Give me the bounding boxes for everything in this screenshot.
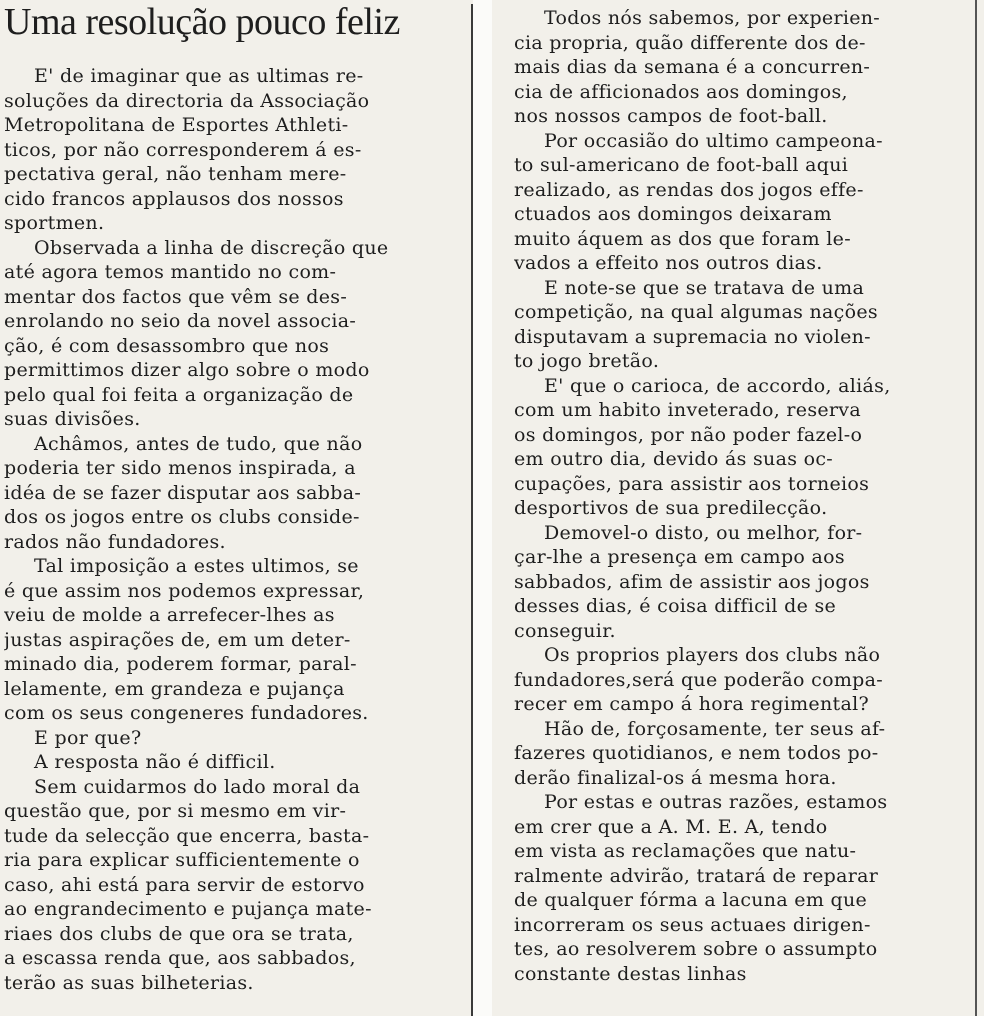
text-line: Achâmos, antes de tudo, que não <box>34 432 363 455</box>
text-line: E note-se que se tratava de uma <box>544 276 865 299</box>
text-line: minado dia, poderem formar, paral- <box>4 653 357 675</box>
text-line: cupações, para assistir aos torneios <box>514 472 870 495</box>
text-line: caso, ahi está para servir de estorvo <box>4 873 365 896</box>
text-line: E' de imaginar que as ultimas re- <box>34 65 364 87</box>
left-column-text <box>4 64 462 995</box>
text-line: A resposta não é difficil. <box>34 751 276 773</box>
text-line: rados não fundadores. <box>4 530 226 553</box>
text-line: é que assim nos podemos expressar, <box>4 579 365 602</box>
text-line: dos os jogos entre os clubs conside- <box>4 506 360 528</box>
text-line: com os seus congeneres fundadores. <box>4 702 369 724</box>
text-line: tude da selecção que encerra, basta- <box>4 824 370 847</box>
text-line: fundadores,será que poderão compa- <box>514 668 883 691</box>
text-line: to jogo bretão. <box>514 350 660 372</box>
text-line: ao engrandecimento e pujança mate- <box>4 898 372 920</box>
text-line: permittimos dizer algo sobre o modo <box>4 359 370 381</box>
text-line: Metropolitana de Esportes Athleti- <box>4 114 349 136</box>
text-line: idéa de se fazer disputar aos sabba- <box>4 481 362 504</box>
text-line: derão finalizal-os á mesma hora. <box>514 766 837 789</box>
text-line: lelamente, em grandeza e pujança <box>4 677 345 700</box>
text-line: ção, é com desassombro que nos <box>4 334 330 357</box>
text-line: constante destas linhas <box>514 962 747 985</box>
text-line: ria para explicar sufficientemente o <box>4 849 360 871</box>
text-line: recer em campo á hora regimental? <box>514 693 869 715</box>
text-line: em crer que a A. M. E. A, tendo <box>514 815 828 838</box>
column-gutter <box>473 0 492 1016</box>
text-line: fazeres quotidianos, e nem todos po- <box>514 742 879 764</box>
text-line: mentar dos factos que vêm se des- <box>4 285 348 308</box>
text-line: realizado, as rendas dos jogos effe- <box>514 178 864 201</box>
text-line: disputavam a supremacia no violen- <box>514 325 871 348</box>
text-line: questão que, por si mesmo em vir- <box>4 800 347 822</box>
text-line: pectativa geral, não tenham mere- <box>4 163 347 185</box>
text-line: muito áquem as dos que foram le- <box>514 227 851 250</box>
text-line: ctuados aos domingos deixaram <box>514 203 832 225</box>
text-line: cia propria, quão differente dos de- <box>514 31 866 54</box>
text-line: mais dias da semana é a concurren- <box>514 56 871 78</box>
text-line: cido francos applausos dos nossos <box>4 187 344 210</box>
text-line: sportmen. <box>4 212 105 234</box>
text-line: sabbados, afim de assistir aos jogos <box>514 570 870 593</box>
right-column <box>492 0 984 1016</box>
text-line: competição, na qual algumas nações <box>514 301 878 323</box>
text-line: veiu de molde a arrefecer-lhes as <box>4 604 335 626</box>
text-line: Por occasião do ultimo campeona- <box>544 129 883 152</box>
text-line: Os proprios players dos clubs não <box>544 644 881 666</box>
text-line: Hão de, forçosamente, ter seus af- <box>544 717 886 740</box>
text-line: E' que o carioca, de accordo, aliás, <box>544 374 891 397</box>
column-rule <box>471 4 473 1016</box>
text-line: Por estas e outras razões, estamos <box>544 791 888 813</box>
text-line: E por que? <box>34 726 142 749</box>
text-line: Demovel-o disto, ou melhor, for- <box>544 521 863 544</box>
text-line: soluções da directoria da Associação <box>4 89 370 112</box>
text-line: to sul-americano de foot-ball aqui <box>514 154 849 176</box>
text-line: cia de afficionados aos domingos, <box>514 80 848 103</box>
text-line: Observada a linha de discreção que <box>34 236 389 259</box>
text-line: desses dias, é coisa difficil de se <box>514 595 837 617</box>
text-line: suas divisões. <box>4 408 141 430</box>
text-line: os domingos, por não poder fazel-o <box>514 423 863 446</box>
text-line: vados a effeito nos outros dias. <box>514 252 823 274</box>
left-column <box>0 0 470 1016</box>
text-line: com um habito inveterado, reserva <box>514 399 861 421</box>
text-line: enrolando no seio da novel associa- <box>4 310 357 332</box>
text-line: ticos, por não corresponderem á es- <box>4 138 362 161</box>
text-line: Tal imposição a estes ultimos, se <box>34 555 359 577</box>
text-line: conseguir. <box>514 619 616 642</box>
text-line: de qualquer fórma a lacuna em que <box>514 889 868 911</box>
text-line: a escassa renda que, aos sabbados, <box>4 947 356 969</box>
text-line: incorreram os seus actuaes dirigen- <box>514 913 871 936</box>
text-line: çar-lhe a presença em campo aos <box>514 546 845 568</box>
article-headline: Uma resolução pouco feliz <box>4 1 400 43</box>
text-line: Sem cuidarmos do lado moral da <box>34 775 361 798</box>
text-line: nos nossos campos de foot-ball. <box>514 105 828 127</box>
text-line: ralmente advirão, tratará de reparar <box>514 864 879 887</box>
text-line: justas aspirações de, em um deter- <box>4 628 351 651</box>
text-line: desportivos de sua predilecção. <box>514 497 828 519</box>
text-line: tes, ao resolverem sobre o assumpto <box>514 938 878 960</box>
text-line: em outro dia, devido ás suas oc- <box>514 448 833 470</box>
text-line: em vista as reclamações que natu- <box>514 840 857 862</box>
text-line: até agora temos mantido no com- <box>4 261 337 283</box>
text-line: terão as suas bilheterias. <box>4 971 254 994</box>
text-line: riaes dos clubs de que ora se trata, <box>4 922 354 945</box>
right-column-text <box>514 6 974 986</box>
text-line: pelo qual foi feita a organização de <box>4 383 354 406</box>
text-line: Todos nós sabemos, por experien- <box>544 7 881 29</box>
text-line: poderia ter sido menos inspirada, a <box>4 457 356 479</box>
